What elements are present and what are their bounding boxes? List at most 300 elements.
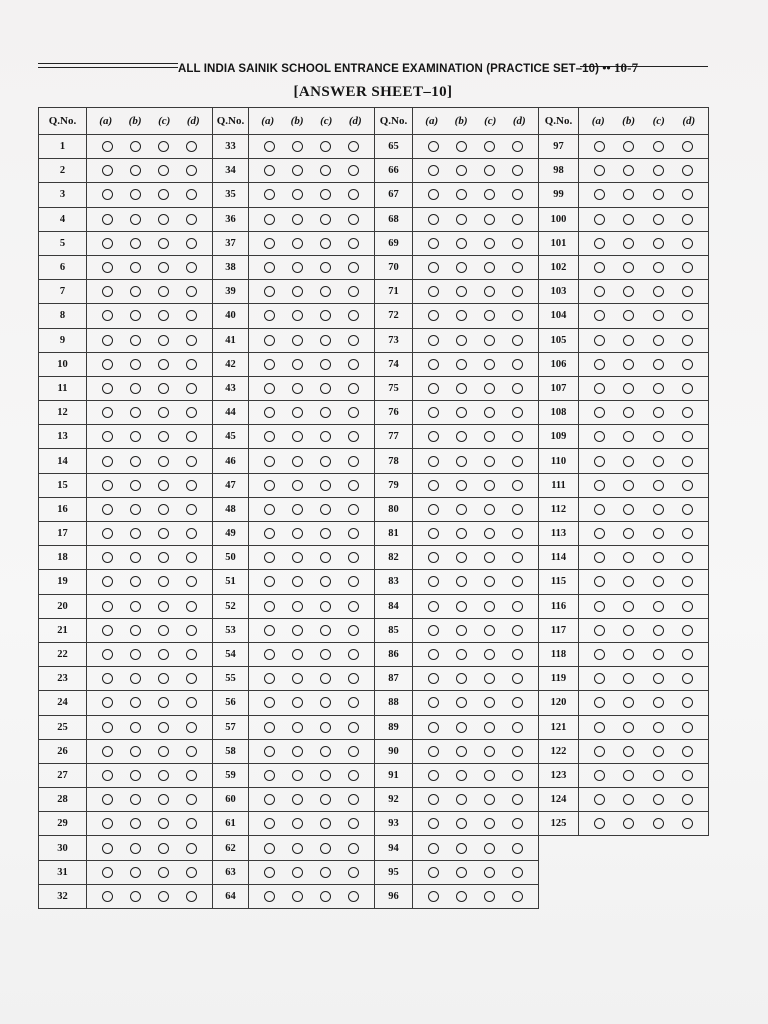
- answer-bubble-b[interactable]: [292, 504, 303, 515]
- answer-bubble-b[interactable]: [130, 528, 141, 539]
- answer-bubble-b[interactable]: [130, 770, 141, 781]
- answer-bubble-b[interactable]: [623, 214, 634, 225]
- answer-bubble-b[interactable]: [130, 867, 141, 878]
- answer-bubble-a[interactable]: [264, 794, 275, 805]
- answer-bubble-b[interactable]: [456, 335, 467, 346]
- answer-bubble-b[interactable]: [130, 673, 141, 684]
- answer-bubble-a[interactable]: [264, 697, 275, 708]
- answer-bubble-b[interactable]: [623, 697, 634, 708]
- answer-bubble-d[interactable]: [186, 625, 197, 636]
- answer-bubble-d[interactable]: [682, 359, 693, 370]
- answer-bubble-d[interactable]: [682, 238, 693, 249]
- answer-bubble-b[interactable]: [292, 601, 303, 612]
- answer-bubble-a[interactable]: [102, 238, 113, 249]
- answer-bubble-b[interactable]: [623, 770, 634, 781]
- answer-bubble-c[interactable]: [158, 407, 169, 418]
- answer-bubble-a[interactable]: [594, 504, 605, 515]
- answer-bubble-c[interactable]: [320, 625, 331, 636]
- answer-bubble-c[interactable]: [158, 576, 169, 587]
- answer-bubble-a[interactable]: [102, 625, 113, 636]
- answer-bubble-c[interactable]: [320, 141, 331, 152]
- answer-bubble-b[interactable]: [456, 722, 467, 733]
- answer-bubble-a[interactable]: [264, 649, 275, 660]
- answer-bubble-a[interactable]: [428, 383, 439, 394]
- answer-bubble-c[interactable]: [484, 335, 495, 346]
- answer-bubble-c[interactable]: [653, 383, 664, 394]
- answer-bubble-a[interactable]: [102, 891, 113, 902]
- answer-bubble-d[interactable]: [186, 891, 197, 902]
- answer-bubble-a[interactable]: [102, 552, 113, 563]
- answer-bubble-b[interactable]: [456, 552, 467, 563]
- answer-bubble-a[interactable]: [594, 431, 605, 442]
- answer-bubble-b[interactable]: [130, 407, 141, 418]
- answer-bubble-a[interactable]: [264, 262, 275, 273]
- answer-bubble-b[interactable]: [456, 456, 467, 467]
- answer-bubble-b[interactable]: [623, 794, 634, 805]
- answer-bubble-d[interactable]: [682, 335, 693, 346]
- answer-bubble-a[interactable]: [264, 504, 275, 515]
- answer-bubble-b[interactable]: [623, 576, 634, 587]
- answer-bubble-a[interactable]: [264, 552, 275, 563]
- answer-bubble-c[interactable]: [320, 576, 331, 587]
- answer-bubble-d[interactable]: [512, 431, 523, 442]
- answer-bubble-a[interactable]: [594, 141, 605, 152]
- answer-bubble-b[interactable]: [456, 141, 467, 152]
- answer-bubble-c[interactable]: [320, 673, 331, 684]
- answer-bubble-d[interactable]: [682, 673, 693, 684]
- answer-bubble-a[interactable]: [594, 746, 605, 757]
- answer-bubble-b[interactable]: [456, 576, 467, 587]
- answer-bubble-d[interactable]: [186, 552, 197, 563]
- answer-bubble-b[interactable]: [292, 722, 303, 733]
- answer-bubble-c[interactable]: [484, 504, 495, 515]
- answer-bubble-b[interactable]: [292, 843, 303, 854]
- answer-bubble-c[interactable]: [653, 770, 664, 781]
- answer-bubble-c[interactable]: [158, 528, 169, 539]
- answer-bubble-d[interactable]: [348, 141, 359, 152]
- answer-bubble-b[interactable]: [292, 552, 303, 563]
- answer-bubble-d[interactable]: [348, 867, 359, 878]
- answer-bubble-a[interactable]: [428, 697, 439, 708]
- answer-bubble-c[interactable]: [320, 867, 331, 878]
- answer-bubble-a[interactable]: [428, 746, 439, 757]
- answer-bubble-b[interactable]: [623, 286, 634, 297]
- answer-bubble-d[interactable]: [348, 310, 359, 321]
- answer-bubble-b[interactable]: [623, 383, 634, 394]
- answer-bubble-d[interactable]: [682, 625, 693, 636]
- answer-bubble-c[interactable]: [158, 214, 169, 225]
- answer-bubble-c[interactable]: [158, 359, 169, 370]
- answer-bubble-b[interactable]: [292, 359, 303, 370]
- answer-bubble-c[interactable]: [320, 310, 331, 321]
- answer-bubble-d[interactable]: [186, 286, 197, 297]
- answer-bubble-b[interactable]: [623, 431, 634, 442]
- answer-bubble-c[interactable]: [484, 456, 495, 467]
- answer-bubble-b[interactable]: [456, 528, 467, 539]
- answer-bubble-c[interactable]: [320, 746, 331, 757]
- answer-bubble-b[interactable]: [130, 891, 141, 902]
- answer-bubble-a[interactable]: [264, 383, 275, 394]
- answer-bubble-b[interactable]: [292, 528, 303, 539]
- answer-bubble-d[interactable]: [512, 407, 523, 418]
- answer-bubble-c[interactable]: [484, 528, 495, 539]
- answer-bubble-c[interactable]: [653, 141, 664, 152]
- answer-bubble-d[interactable]: [348, 746, 359, 757]
- answer-bubble-b[interactable]: [623, 189, 634, 200]
- answer-bubble-c[interactable]: [158, 722, 169, 733]
- answer-bubble-c[interactable]: [158, 794, 169, 805]
- answer-bubble-b[interactable]: [456, 165, 467, 176]
- answer-bubble-c[interactable]: [484, 601, 495, 612]
- answer-bubble-c[interactable]: [158, 165, 169, 176]
- answer-bubble-c[interactable]: [158, 891, 169, 902]
- answer-bubble-b[interactable]: [623, 165, 634, 176]
- answer-bubble-d[interactable]: [186, 746, 197, 757]
- answer-bubble-c[interactable]: [158, 335, 169, 346]
- answer-bubble-c[interactable]: [320, 286, 331, 297]
- answer-bubble-d[interactable]: [512, 528, 523, 539]
- answer-bubble-c[interactable]: [484, 310, 495, 321]
- answer-bubble-b[interactable]: [292, 480, 303, 491]
- answer-bubble-d[interactable]: [348, 601, 359, 612]
- answer-bubble-a[interactable]: [428, 262, 439, 273]
- answer-bubble-d[interactable]: [186, 407, 197, 418]
- answer-bubble-d[interactable]: [512, 649, 523, 660]
- answer-bubble-a[interactable]: [264, 843, 275, 854]
- answer-bubble-b[interactable]: [456, 189, 467, 200]
- answer-bubble-b[interactable]: [623, 310, 634, 321]
- answer-bubble-a[interactable]: [102, 286, 113, 297]
- answer-bubble-a[interactable]: [428, 238, 439, 249]
- answer-bubble-c[interactable]: [158, 504, 169, 515]
- answer-bubble-b[interactable]: [456, 673, 467, 684]
- answer-bubble-c[interactable]: [653, 722, 664, 733]
- answer-bubble-c[interactable]: [320, 214, 331, 225]
- answer-bubble-d[interactable]: [512, 770, 523, 781]
- answer-bubble-b[interactable]: [456, 262, 467, 273]
- answer-bubble-d[interactable]: [512, 722, 523, 733]
- answer-bubble-a[interactable]: [594, 770, 605, 781]
- answer-bubble-d[interactable]: [682, 431, 693, 442]
- answer-bubble-c[interactable]: [653, 335, 664, 346]
- answer-bubble-c[interactable]: [653, 407, 664, 418]
- answer-bubble-c[interactable]: [320, 697, 331, 708]
- answer-bubble-d[interactable]: [512, 673, 523, 684]
- answer-bubble-c[interactable]: [484, 867, 495, 878]
- answer-bubble-c[interactable]: [320, 165, 331, 176]
- answer-bubble-d[interactable]: [682, 165, 693, 176]
- answer-bubble-d[interactable]: [186, 141, 197, 152]
- answer-bubble-c[interactable]: [320, 189, 331, 200]
- answer-bubble-c[interactable]: [653, 310, 664, 321]
- answer-bubble-d[interactable]: [348, 673, 359, 684]
- answer-bubble-d[interactable]: [682, 552, 693, 563]
- answer-bubble-b[interactable]: [130, 649, 141, 660]
- answer-bubble-c[interactable]: [653, 746, 664, 757]
- answer-bubble-a[interactable]: [264, 310, 275, 321]
- answer-bubble-a[interactable]: [102, 673, 113, 684]
- answer-bubble-a[interactable]: [264, 165, 275, 176]
- answer-bubble-b[interactable]: [456, 407, 467, 418]
- answer-bubble-a[interactable]: [594, 794, 605, 805]
- answer-bubble-c[interactable]: [158, 649, 169, 660]
- answer-bubble-c[interactable]: [484, 794, 495, 805]
- answer-bubble-a[interactable]: [264, 480, 275, 491]
- answer-bubble-b[interactable]: [623, 528, 634, 539]
- answer-bubble-b[interactable]: [623, 818, 634, 829]
- answer-bubble-a[interactable]: [264, 867, 275, 878]
- answer-bubble-a[interactable]: [264, 238, 275, 249]
- answer-bubble-b[interactable]: [130, 697, 141, 708]
- answer-bubble-d[interactable]: [512, 576, 523, 587]
- answer-bubble-b[interactable]: [130, 456, 141, 467]
- answer-bubble-d[interactable]: [512, 165, 523, 176]
- answer-bubble-a[interactable]: [264, 214, 275, 225]
- answer-bubble-c[interactable]: [158, 673, 169, 684]
- answer-bubble-c[interactable]: [320, 770, 331, 781]
- answer-bubble-b[interactable]: [130, 625, 141, 636]
- answer-bubble-b[interactable]: [623, 673, 634, 684]
- answer-bubble-d[interactable]: [186, 770, 197, 781]
- answer-bubble-b[interactable]: [130, 383, 141, 394]
- answer-bubble-b[interactable]: [130, 141, 141, 152]
- answer-bubble-a[interactable]: [428, 818, 439, 829]
- answer-bubble-b[interactable]: [130, 722, 141, 733]
- answer-bubble-a[interactable]: [428, 528, 439, 539]
- answer-bubble-b[interactable]: [623, 335, 634, 346]
- answer-bubble-c[interactable]: [484, 891, 495, 902]
- answer-bubble-d[interactable]: [512, 818, 523, 829]
- answer-bubble-c[interactable]: [484, 649, 495, 660]
- answer-bubble-a[interactable]: [102, 504, 113, 515]
- answer-bubble-d[interactable]: [186, 504, 197, 515]
- answer-bubble-d[interactable]: [682, 722, 693, 733]
- answer-bubble-c[interactable]: [158, 746, 169, 757]
- answer-bubble-d[interactable]: [186, 214, 197, 225]
- answer-bubble-b[interactable]: [130, 504, 141, 515]
- answer-bubble-d[interactable]: [348, 552, 359, 563]
- answer-bubble-d[interactable]: [682, 576, 693, 587]
- answer-bubble-b[interactable]: [292, 891, 303, 902]
- answer-bubble-c[interactable]: [320, 359, 331, 370]
- answer-bubble-a[interactable]: [428, 407, 439, 418]
- answer-bubble-d[interactable]: [186, 359, 197, 370]
- answer-bubble-d[interactable]: [348, 770, 359, 781]
- answer-bubble-c[interactable]: [484, 770, 495, 781]
- answer-bubble-c[interactable]: [484, 141, 495, 152]
- answer-bubble-a[interactable]: [102, 528, 113, 539]
- answer-bubble-c[interactable]: [484, 407, 495, 418]
- answer-bubble-d[interactable]: [186, 431, 197, 442]
- answer-bubble-b[interactable]: [623, 722, 634, 733]
- answer-bubble-d[interactable]: [186, 818, 197, 829]
- answer-bubble-c[interactable]: [653, 456, 664, 467]
- answer-bubble-a[interactable]: [594, 722, 605, 733]
- answer-bubble-c[interactable]: [158, 843, 169, 854]
- answer-bubble-d[interactable]: [348, 383, 359, 394]
- answer-bubble-a[interactable]: [428, 165, 439, 176]
- answer-bubble-a[interactable]: [594, 697, 605, 708]
- answer-bubble-d[interactable]: [186, 165, 197, 176]
- answer-bubble-c[interactable]: [320, 504, 331, 515]
- answer-bubble-a[interactable]: [264, 286, 275, 297]
- answer-bubble-a[interactable]: [594, 359, 605, 370]
- answer-bubble-b[interactable]: [130, 818, 141, 829]
- answer-bubble-d[interactable]: [682, 504, 693, 515]
- answer-bubble-a[interactable]: [594, 189, 605, 200]
- answer-bubble-d[interactable]: [682, 601, 693, 612]
- answer-bubble-b[interactable]: [292, 141, 303, 152]
- answer-bubble-b[interactable]: [292, 189, 303, 200]
- answer-bubble-c[interactable]: [320, 407, 331, 418]
- answer-bubble-a[interactable]: [594, 407, 605, 418]
- answer-bubble-a[interactable]: [594, 480, 605, 491]
- answer-bubble-b[interactable]: [130, 552, 141, 563]
- answer-bubble-a[interactable]: [102, 456, 113, 467]
- answer-bubble-a[interactable]: [102, 407, 113, 418]
- answer-bubble-d[interactable]: [512, 480, 523, 491]
- answer-bubble-d[interactable]: [348, 649, 359, 660]
- answer-bubble-d[interactable]: [682, 214, 693, 225]
- answer-bubble-a[interactable]: [264, 189, 275, 200]
- answer-bubble-a[interactable]: [428, 214, 439, 225]
- answer-bubble-b[interactable]: [456, 625, 467, 636]
- answer-bubble-d[interactable]: [512, 746, 523, 757]
- answer-bubble-c[interactable]: [158, 625, 169, 636]
- answer-bubble-d[interactable]: [348, 238, 359, 249]
- answer-bubble-a[interactable]: [428, 843, 439, 854]
- answer-bubble-c[interactable]: [653, 504, 664, 515]
- answer-bubble-b[interactable]: [623, 601, 634, 612]
- answer-bubble-d[interactable]: [512, 843, 523, 854]
- answer-bubble-c[interactable]: [484, 552, 495, 563]
- answer-bubble-a[interactable]: [264, 576, 275, 587]
- answer-bubble-d[interactable]: [186, 528, 197, 539]
- answer-bubble-d[interactable]: [682, 697, 693, 708]
- answer-bubble-d[interactable]: [348, 431, 359, 442]
- answer-bubble-d[interactable]: [348, 843, 359, 854]
- answer-bubble-d[interactable]: [512, 335, 523, 346]
- answer-bubble-a[interactable]: [102, 383, 113, 394]
- answer-bubble-b[interactable]: [456, 504, 467, 515]
- answer-bubble-b[interactable]: [623, 480, 634, 491]
- answer-bubble-b[interactable]: [130, 746, 141, 757]
- answer-bubble-d[interactable]: [682, 456, 693, 467]
- answer-bubble-a[interactable]: [102, 359, 113, 370]
- answer-bubble-a[interactable]: [264, 456, 275, 467]
- answer-bubble-a[interactable]: [264, 601, 275, 612]
- answer-bubble-a[interactable]: [428, 359, 439, 370]
- answer-bubble-a[interactable]: [428, 286, 439, 297]
- answer-bubble-c[interactable]: [484, 286, 495, 297]
- answer-bubble-a[interactable]: [428, 552, 439, 563]
- answer-bubble-b[interactable]: [130, 843, 141, 854]
- answer-bubble-c[interactable]: [484, 480, 495, 491]
- answer-bubble-d[interactable]: [512, 456, 523, 467]
- answer-bubble-c[interactable]: [484, 431, 495, 442]
- answer-bubble-b[interactable]: [623, 456, 634, 467]
- answer-bubble-d[interactable]: [682, 649, 693, 660]
- answer-bubble-d[interactable]: [512, 504, 523, 515]
- answer-bubble-d[interactable]: [186, 697, 197, 708]
- answer-bubble-c[interactable]: [484, 262, 495, 273]
- answer-bubble-c[interactable]: [320, 456, 331, 467]
- answer-bubble-c[interactable]: [484, 359, 495, 370]
- answer-bubble-c[interactable]: [320, 528, 331, 539]
- answer-bubble-b[interactable]: [456, 843, 467, 854]
- answer-bubble-d[interactable]: [682, 746, 693, 757]
- answer-bubble-b[interactable]: [292, 746, 303, 757]
- answer-bubble-d[interactable]: [682, 262, 693, 273]
- answer-bubble-a[interactable]: [594, 286, 605, 297]
- answer-bubble-d[interactable]: [348, 891, 359, 902]
- answer-bubble-d[interactable]: [348, 214, 359, 225]
- answer-bubble-c[interactable]: [653, 576, 664, 587]
- answer-bubble-d[interactable]: [682, 383, 693, 394]
- answer-bubble-d[interactable]: [186, 722, 197, 733]
- answer-bubble-a[interactable]: [594, 262, 605, 273]
- answer-bubble-d[interactable]: [348, 165, 359, 176]
- answer-bubble-a[interactable]: [102, 697, 113, 708]
- answer-bubble-a[interactable]: [102, 770, 113, 781]
- answer-bubble-a[interactable]: [264, 891, 275, 902]
- answer-bubble-d[interactable]: [186, 238, 197, 249]
- answer-bubble-b[interactable]: [130, 431, 141, 442]
- answer-bubble-a[interactable]: [102, 601, 113, 612]
- answer-bubble-a[interactable]: [264, 722, 275, 733]
- answer-bubble-a[interactable]: [264, 407, 275, 418]
- answer-bubble-a[interactable]: [102, 310, 113, 321]
- answer-bubble-d[interactable]: [186, 335, 197, 346]
- answer-bubble-d[interactable]: [682, 528, 693, 539]
- answer-bubble-c[interactable]: [484, 697, 495, 708]
- answer-bubble-b[interactable]: [456, 480, 467, 491]
- answer-bubble-c[interactable]: [653, 431, 664, 442]
- answer-bubble-d[interactable]: [186, 649, 197, 660]
- answer-bubble-a[interactable]: [102, 867, 113, 878]
- answer-bubble-b[interactable]: [456, 818, 467, 829]
- answer-bubble-b[interactable]: [292, 649, 303, 660]
- answer-bubble-b[interactable]: [456, 770, 467, 781]
- answer-bubble-a[interactable]: [428, 456, 439, 467]
- answer-bubble-d[interactable]: [512, 552, 523, 563]
- answer-bubble-d[interactable]: [682, 310, 693, 321]
- answer-bubble-d[interactable]: [512, 262, 523, 273]
- answer-bubble-b[interactable]: [292, 286, 303, 297]
- answer-bubble-d[interactable]: [348, 528, 359, 539]
- answer-bubble-b[interactable]: [292, 262, 303, 273]
- answer-bubble-a[interactable]: [594, 238, 605, 249]
- answer-bubble-a[interactable]: [264, 431, 275, 442]
- answer-bubble-b[interactable]: [130, 601, 141, 612]
- answer-bubble-c[interactable]: [484, 818, 495, 829]
- answer-bubble-d[interactable]: [186, 794, 197, 805]
- answer-bubble-c[interactable]: [653, 262, 664, 273]
- answer-bubble-b[interactable]: [456, 214, 467, 225]
- answer-bubble-d[interactable]: [512, 383, 523, 394]
- answer-bubble-d[interactable]: [348, 189, 359, 200]
- answer-bubble-c[interactable]: [653, 359, 664, 370]
- answer-bubble-b[interactable]: [623, 552, 634, 563]
- answer-bubble-c[interactable]: [484, 746, 495, 757]
- answer-bubble-a[interactable]: [102, 722, 113, 733]
- answer-bubble-b[interactable]: [456, 697, 467, 708]
- answer-bubble-d[interactable]: [186, 867, 197, 878]
- answer-bubble-c[interactable]: [158, 238, 169, 249]
- answer-bubble-a[interactable]: [594, 673, 605, 684]
- answer-bubble-b[interactable]: [456, 746, 467, 757]
- answer-bubble-b[interactable]: [130, 286, 141, 297]
